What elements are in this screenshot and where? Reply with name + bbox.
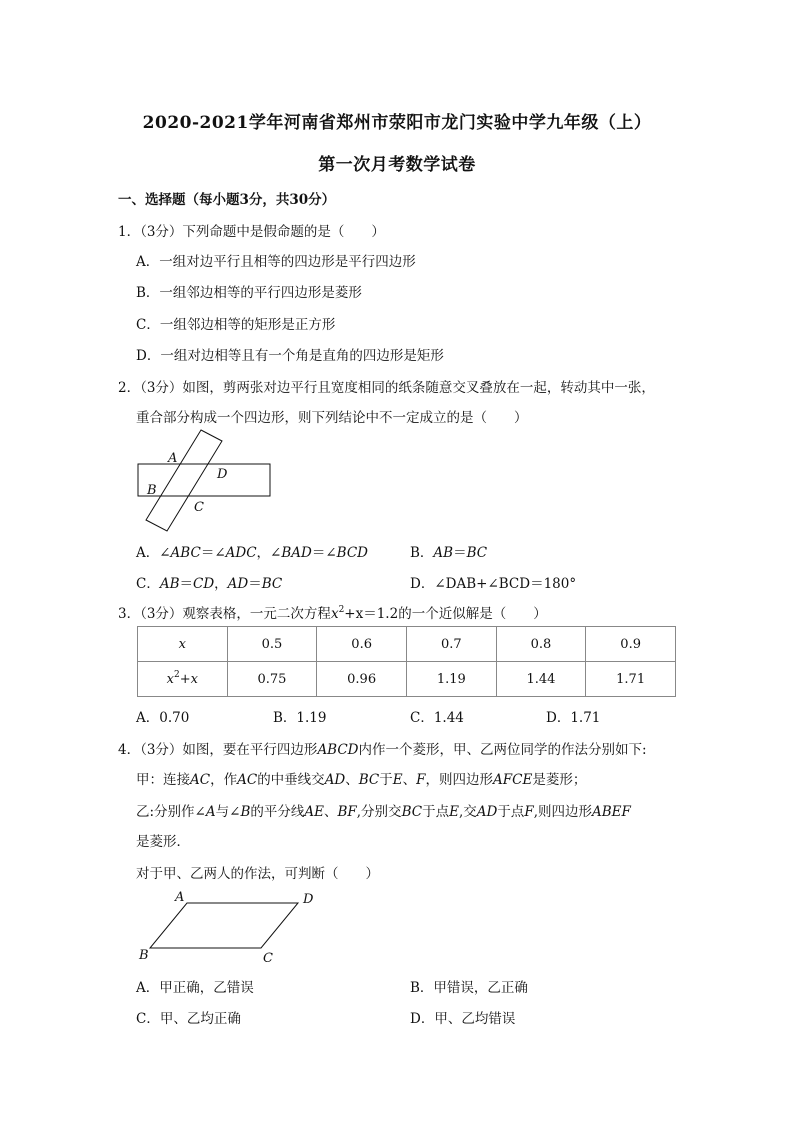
q4-option-b: B．甲错误，乙正确 (410, 980, 528, 996)
q4-option-a: A．甲正确，乙错误 (136, 980, 254, 996)
q3-option-b: B．1.19 (273, 710, 327, 726)
parallelogram-abcd (150, 903, 298, 948)
table-row (138, 662, 676, 697)
q4-figure-parallelogram (130, 885, 330, 965)
q4-method-yi-cont: 是菱形． (136, 834, 190, 850)
q3-option-d: D．1.71 (546, 710, 601, 726)
q4-stem: 4．（3分）如图，要在平行四边形ABCD内作一个菱形，甲、乙两位同学的作法分别如下: (118, 742, 647, 758)
q2-option-c: C．AB＝CD，AD＝BC (136, 576, 283, 592)
q4-label-a: A (175, 890, 185, 905)
table-cell: 1.71 (586, 662, 676, 697)
q1-option-c: C．一组邻边相等的矩形是正方形 (136, 317, 336, 333)
q4-label-d: D (303, 892, 314, 907)
table-cell: 1.44 (496, 662, 586, 697)
slanted-strip (146, 430, 222, 531)
q2-option-b: B．AB＝BC (410, 545, 488, 561)
q2-stem-line1: 2．（3分）如图，剪两张对边平行且宽度相同的纸条随意交叉叠放在一起，转动其中一张， (118, 380, 655, 396)
table-cell: 0.8 (496, 627, 586, 662)
q2-option-d: D．∠DAB+∠BCD＝180° (410, 576, 577, 592)
q1-stem: 1．（3分）下列命题中是假命题的是（ ） (118, 224, 385, 240)
section-heading: 一、选择题（每小题3分，共30分） (118, 192, 336, 208)
q2-stem-line2: 重合部分构成一个四边形，则下列结论中不一定成立的是（ ） (136, 410, 528, 426)
paper-title-line2: 第一次月考数学试卷 (318, 155, 476, 175)
table-cell: 1.19 (406, 662, 496, 697)
q2-label-a: A (168, 451, 178, 466)
q2-figure-crossed-strips (130, 425, 280, 540)
q2-label-d: D (217, 467, 228, 482)
q2-label-c: C (194, 500, 204, 515)
q4-option-d: D．甲、乙均错误 (410, 1011, 516, 1027)
table-cell: 0.7 (406, 627, 496, 662)
q4-method-yi: 乙:分别作∠A与∠B的平分线AE、BF,分别交BC于点E,交AD于点F,则四边形ABEF (136, 804, 631, 820)
q1-option-d: D．一组对边相等且有一个角是直角的四边形是矩形 (136, 348, 444, 364)
q4-judge-prompt: 对于甲、乙两人的作法，可判断（ ） (136, 866, 379, 882)
q3-option-a: A．0.70 (136, 710, 190, 726)
table-cell: 0.5 (227, 627, 317, 662)
table-cell: 0.96 (317, 662, 407, 697)
table-cell: 0.9 (586, 627, 676, 662)
q2-option-a: A．∠ABC＝∠ADC，∠BAD＝∠BCD (136, 545, 368, 561)
q4-label-c: C (263, 951, 273, 966)
q1-option-a: A．一组对边平行且相等的四边形是平行四边形 (136, 254, 416, 270)
paper-title-line1: 2020-2021学年河南省郑州市荥阳市龙门实验中学九年级（上） (142, 113, 652, 133)
q4-label-b: B (139, 948, 149, 963)
horizontal-strip (138, 464, 270, 496)
table-row (138, 627, 676, 662)
q3-value-table (137, 626, 676, 697)
q1-option-b: B．一组邻边相等的平行四边形是菱形 (136, 285, 362, 301)
q2-label-b: B (147, 483, 157, 498)
q4-method-jia: 甲：连接AC，作AC的中垂线交AD、BC于E、F，则四边形AFCE是菱形； (136, 772, 587, 788)
q3-option-c: C．1.44 (410, 710, 464, 726)
row-header-expression: $x^2+x$ (138, 662, 228, 697)
q3-stem: 3．（3分）观察表格，一元二次方程$x^2+x=1.2$的一个近似解是（ ） (118, 605, 547, 622)
row-header-x: x (138, 627, 228, 662)
q4-option-c: C．甲、乙均正确 (136, 1011, 241, 1027)
table-cell: 0.6 (317, 627, 407, 662)
table-cell: 0.75 (227, 662, 317, 697)
